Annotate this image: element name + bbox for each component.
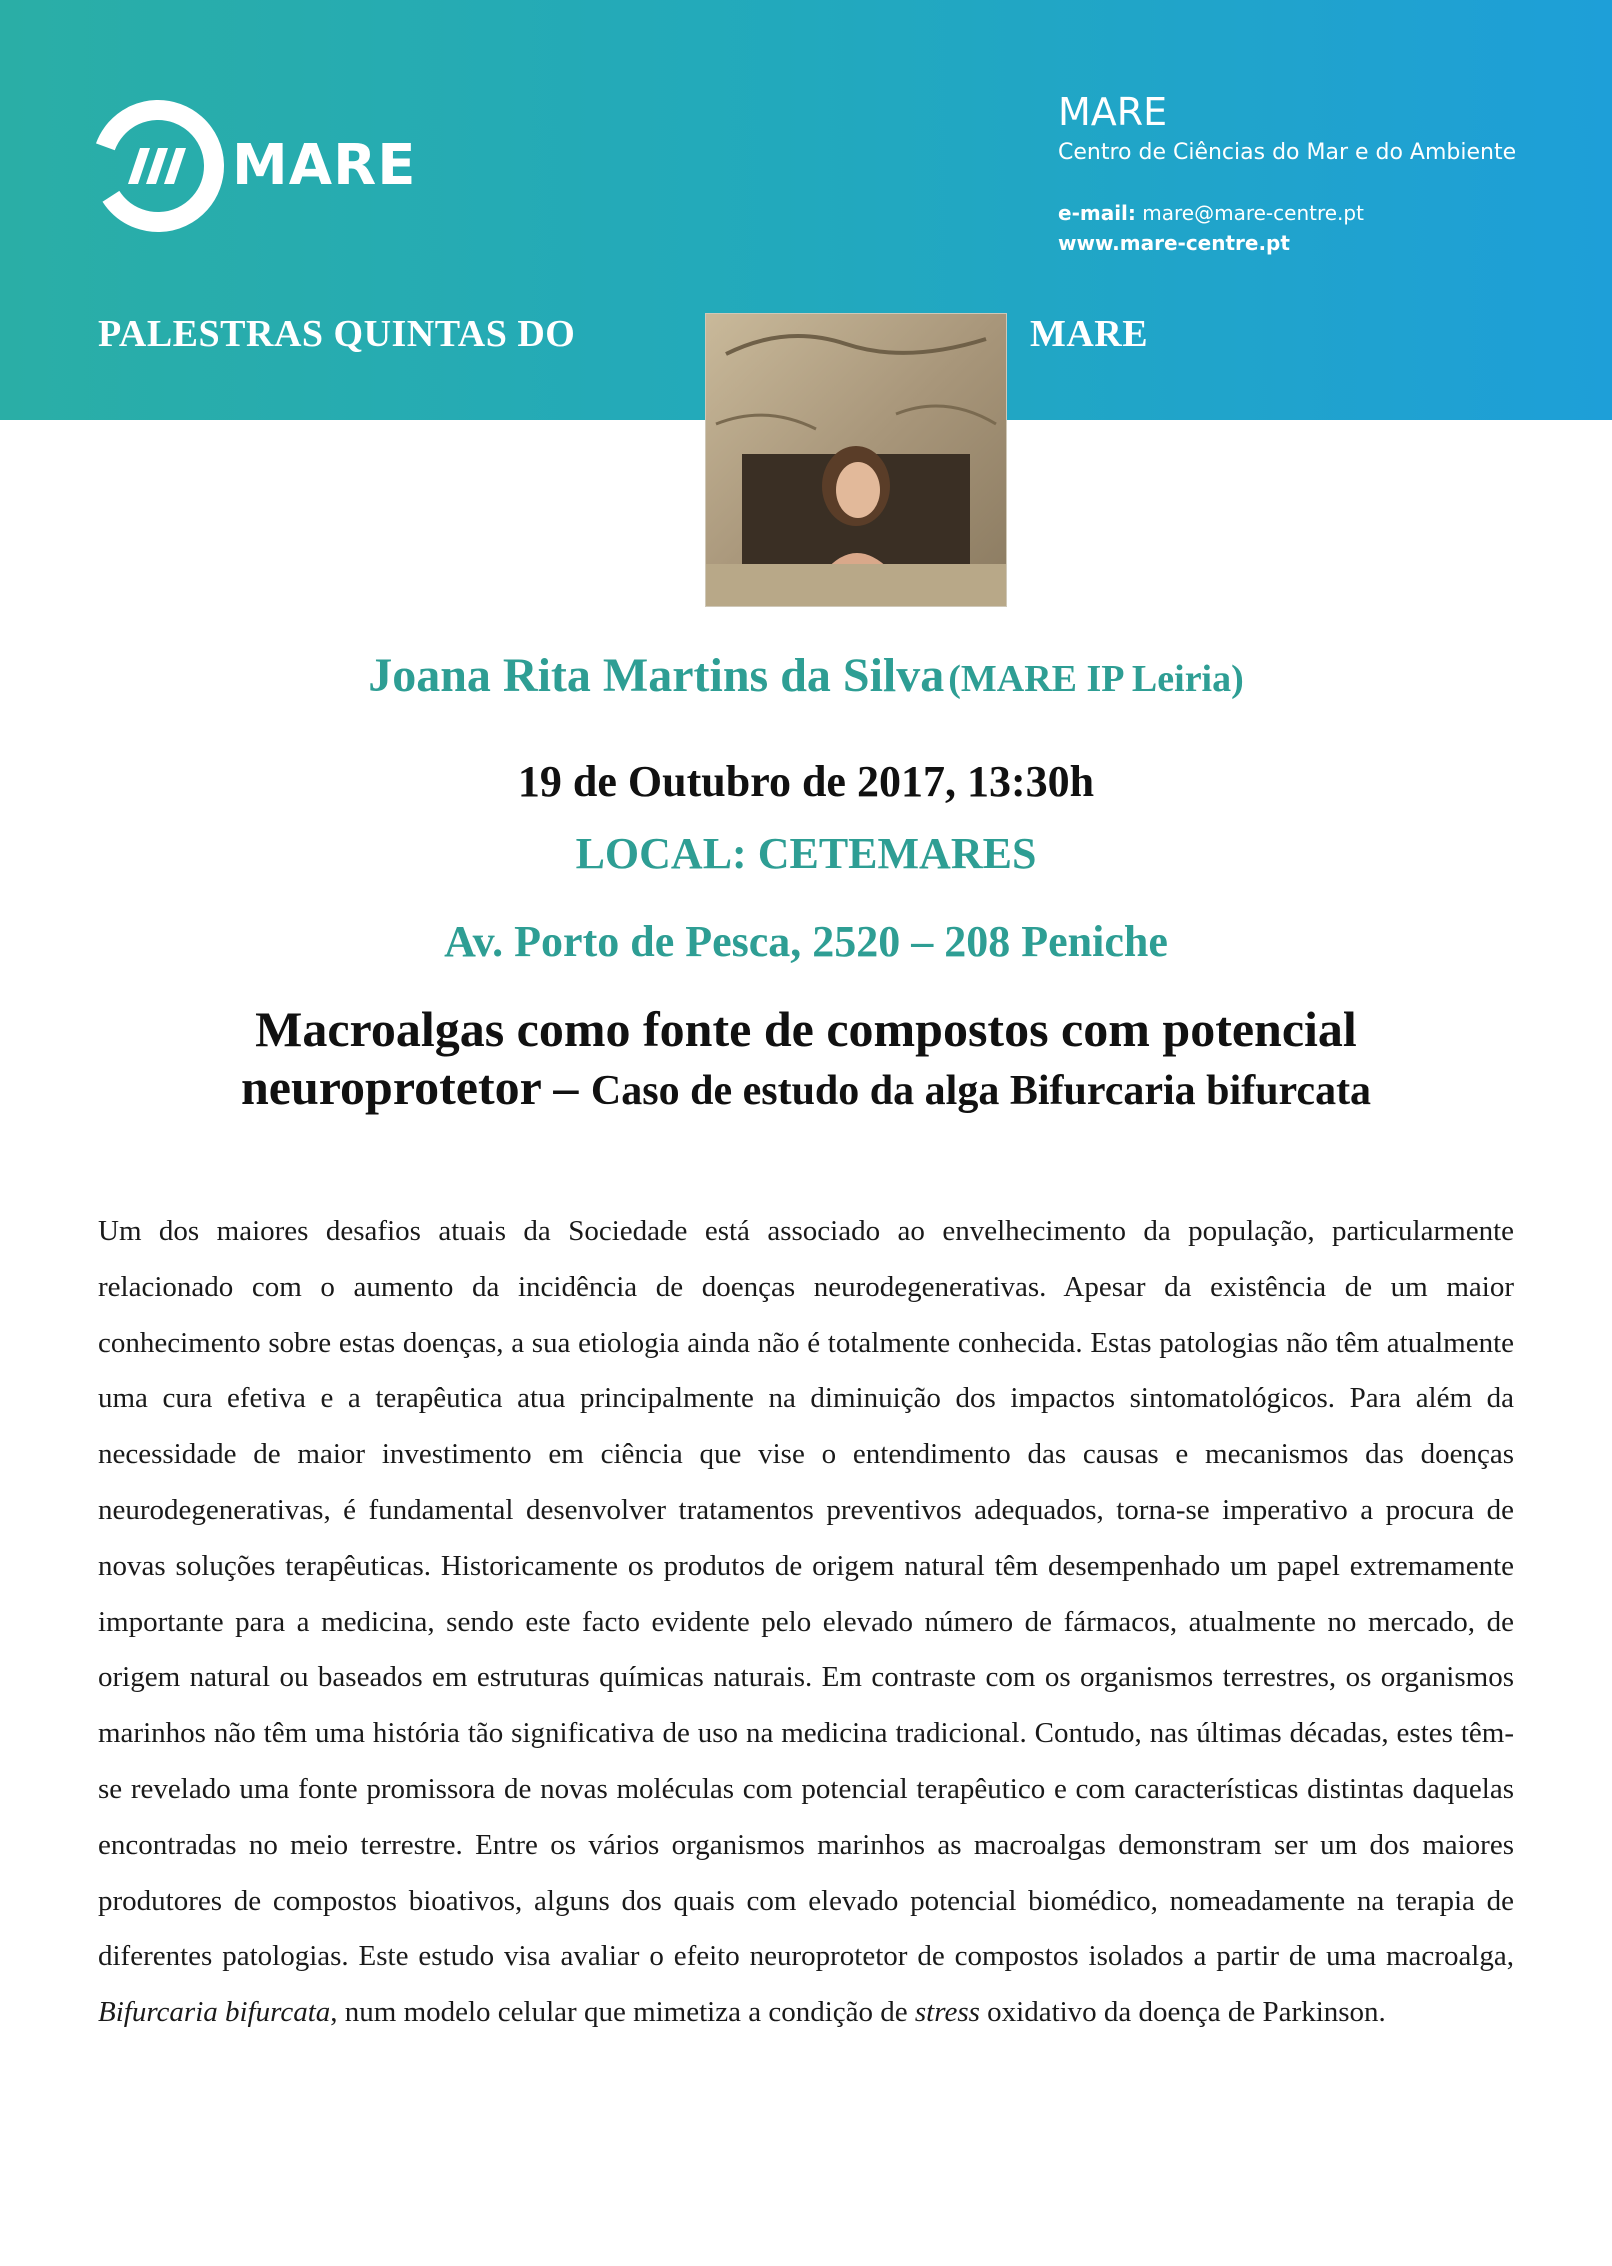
- email-label: e-mail:: [1058, 201, 1136, 225]
- speaker-photo: [706, 314, 1006, 606]
- org-email-line: [1058, 198, 1516, 228]
- website-link[interactable]: www.mare-centre.pt: [1058, 231, 1290, 255]
- series-title-left: PALESTRAS QUINTAS DO: [98, 313, 576, 355]
- talk-title-line1: Macroalgas como fonte de compostos com potencial: [255, 1001, 1357, 1057]
- speaker-heading: [0, 648, 1612, 703]
- org-subtitle: Centro de Ciências do Mar e do Ambiente: [1058, 140, 1517, 165]
- abstract-text-part3: oxidativo da doença de Parkinson.: [979, 1996, 1386, 2029]
- talk-title-line2: [0, 1058, 1612, 1116]
- abstract-text-part1: Um dos maiores desafios atuais da Sociedade está associado ao envelhecimento da população, particularmente relacionado com o aumento da incidência de doenças neurodegenerativas. Apesar da existência de um maior conhecimento sobre estas doenças, a sua etiologia ainda não é totalmente conhecida. Estas patologias não têm atualmente uma cura efetiva e a terapêutica atua principalmente na diminuição dos impactos sintomatológicos. Para além da necessidade de maior investimento em ciência que vise o entendimento das causas e mecanismos das doenças neurodegenerativas, é fundamental desenvolver tratamentos preventivos adequados, torna-se imperativo a procura de novas soluções terapêuticas. Historicamente os produtos de origem natural têm desempenhado um papel extremamente importante para a medicina, sendo este facto evidente pelo elevado número de fármacos, atualmente no mercado, de origem natural ou baseados em estruturas químicas naturais. Em contraste com os organismos terrestres, os organismos marinhos não têm uma história tão significativa de uso na medicina tradicional. Contudo, nas últimas décadas, estes têm-se revelado uma fonte promissora de novas moléculas com potencial terapêutico e com características distintas daquelas encontradas no meio terrestre. Entre os vários organismos marinhos as macroalgas demonstram ser um dos maiores produtores de compostos bioativos, alguns dos quais com elevado potencial biomédico, nomeadamente na terapia de diferentes patologias. Este estudo visa avaliar o efeito neuroprotetor de compostos isolados a partir de uma macroalga,: [98, 1215, 1514, 1973]
- abstract-stress: stress: [914, 1996, 980, 2029]
- abstract-paragraph: [98, 1204, 1514, 2041]
- abstract-text-part2: , num modelo celular que mimetiza a condição de: [330, 1996, 915, 2029]
- speaker-affiliation: (MARE IP Leiria): [948, 658, 1244, 700]
- org-name: MARE: [1058, 90, 1168, 134]
- organization-info: [1058, 88, 1516, 258]
- abstract-species: Bifurcaria bifurcata: [98, 1996, 331, 2029]
- speaker-name: Joana Rita Martins da Silva: [368, 649, 945, 702]
- event-address: Av. Porto de Pesca, 2520 – 208 Peniche: [444, 917, 1168, 966]
- talk-title-line2-main: neuroprotetor –: [240, 1059, 591, 1115]
- event-date: 19 de Outubro de 2017, 13:30h: [517, 757, 1095, 806]
- speaker-photo-image: [706, 314, 1006, 606]
- email-address[interactable]: mare@mare-centre.pt: [1142, 201, 1364, 225]
- series-title-right: MARE: [1030, 313, 1149, 355]
- event-venue: LOCAL: CETEMARES: [575, 829, 1037, 878]
- logo-wordmark: MARE: [232, 133, 417, 198]
- talk-title-line2-sub: Caso de estudo da alga Bifurcaria bifurcata: [590, 1068, 1372, 1114]
